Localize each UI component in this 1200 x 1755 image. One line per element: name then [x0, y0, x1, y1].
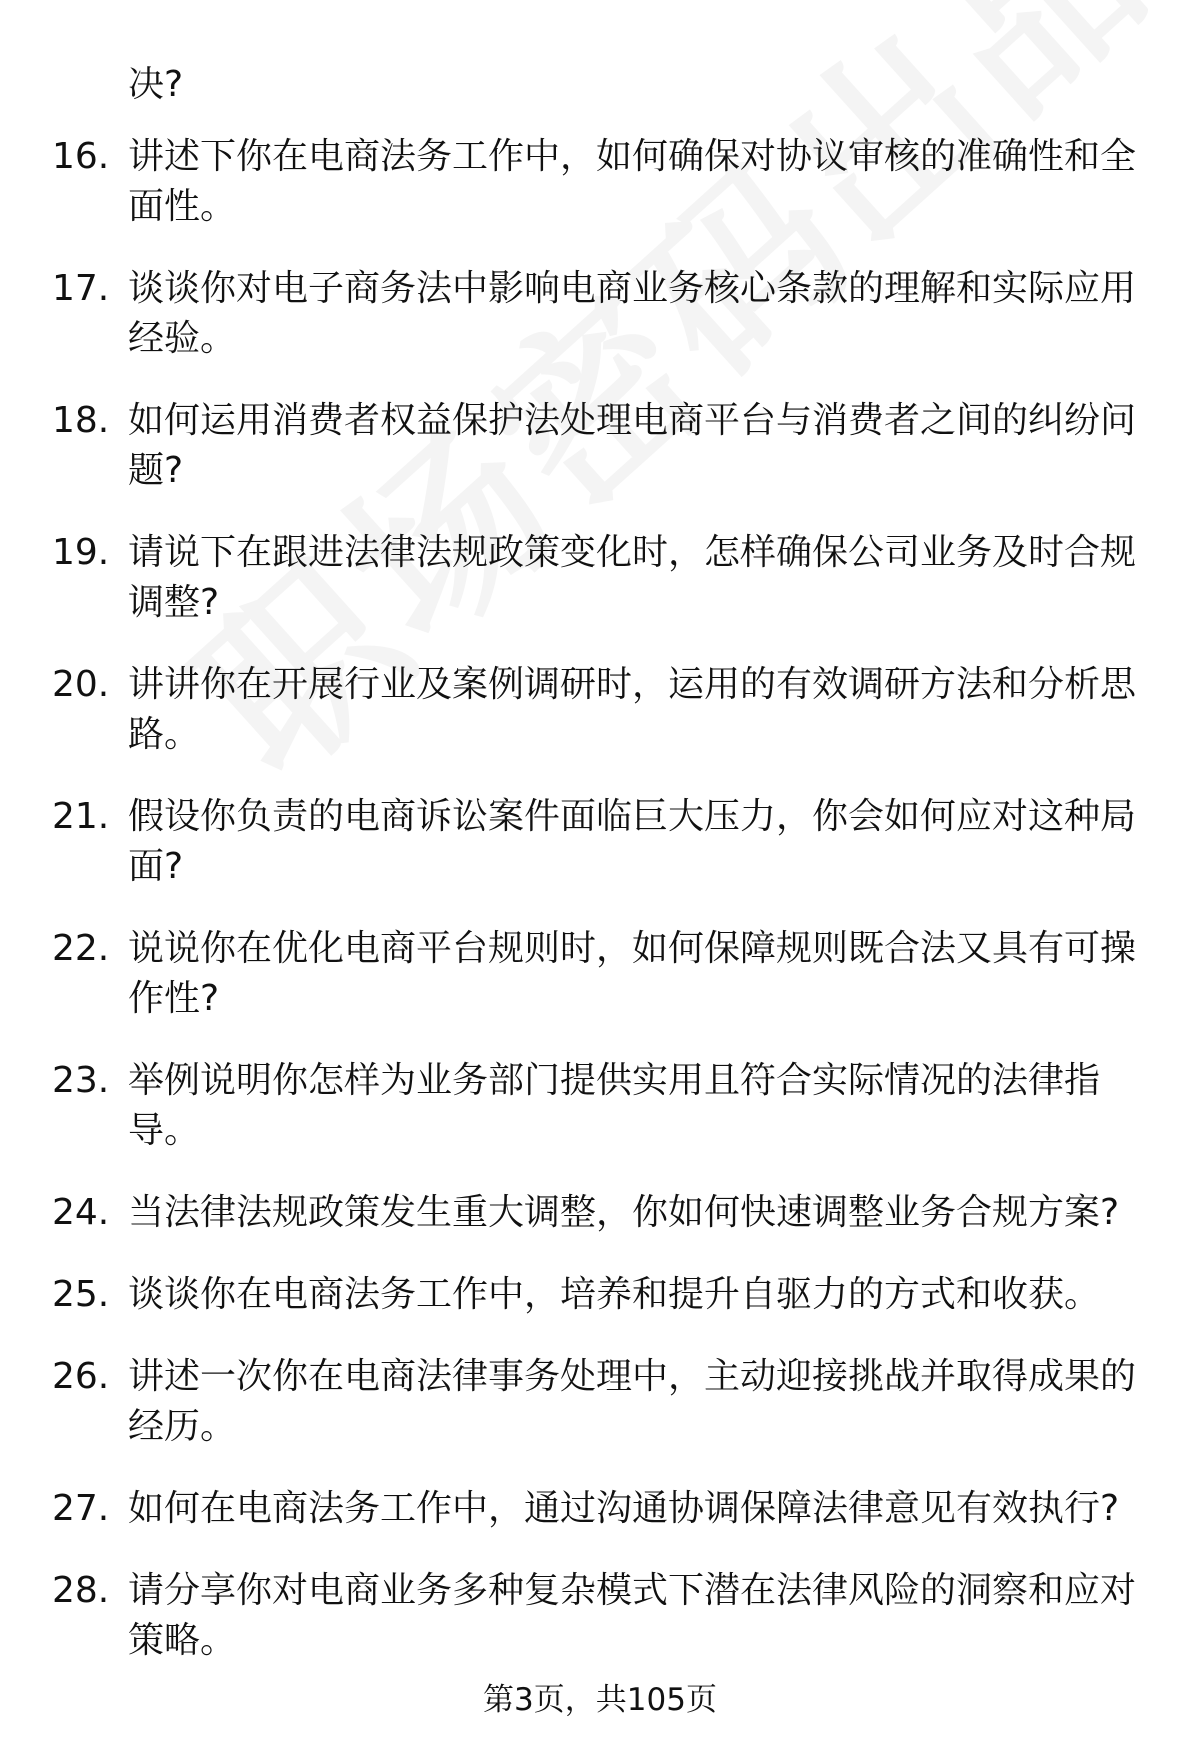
question-number: 28. [52, 1570, 110, 1611]
question-text: 说说你在优化电商平台规则时，如何保障规则既合法又具有可操作性? [128, 928, 1137, 1019]
question-number: 16. [52, 136, 110, 177]
question-text: 请分享你对电商业务多种复杂模式下潜在法律风险的洞察和应对策略。 [128, 1570, 1137, 1661]
question-number: 27. [52, 1488, 110, 1529]
question-text: 如何运用消费者权益保护法处理电商平台与消费者之间的纠纷问题? [128, 400, 1137, 491]
question-text: 假设你负责的电商诉讼案件面临巨大压力，你会如何应对这种局面? [128, 796, 1137, 887]
question-number: 23. [52, 1060, 110, 1101]
question-text: 当法律法规政策发生重大调整，你如何快速调整业务合规方案? [128, 1192, 1120, 1233]
page-footer: 第3页，共105页 [483, 1682, 717, 1718]
question-number: 25. [52, 1274, 110, 1315]
question-text: 讲讲你在开展行业及案例调研时，运用的有效调研方法和分析思路。 [128, 664, 1137, 755]
question-text: 谈谈你对电子商务法中影响电商业务核心条款的理解和实际应用经验。 [128, 268, 1137, 359]
question-number: 17. [52, 268, 110, 309]
continuation-text: 决? [128, 64, 184, 105]
question-text: 讲述一次你在电商法律事务处理中，主动迎接挑战并取得成果的经历。 [128, 1356, 1137, 1447]
question-number: 19. [52, 532, 110, 573]
question-text: 如何在电商法务工作中，通过沟通协调保障法律意见有效执行? [128, 1488, 1120, 1529]
question-number: 20. [52, 664, 110, 705]
question-number: 26. [52, 1356, 110, 1397]
question-text: 讲述下你在电商法务工作中，如何确保对协议审核的准确性和全面性。 [128, 136, 1137, 227]
question-text: 请说下在跟进法律法规政策变化时，怎样确保公司业务及时合规调整? [128, 532, 1137, 623]
question-number: 24. [52, 1192, 110, 1233]
question-text: 谈谈你在电商法务工作中，培养和提升自驱力的方式和收获。 [128, 1274, 1101, 1315]
question-number: 21. [52, 796, 110, 837]
question-number: 22. [52, 928, 110, 969]
question-text: 举例说明你怎样为业务部门提供实用且符合实际情况的法律指导。 [128, 1060, 1101, 1151]
question-number: 18. [52, 400, 110, 441]
